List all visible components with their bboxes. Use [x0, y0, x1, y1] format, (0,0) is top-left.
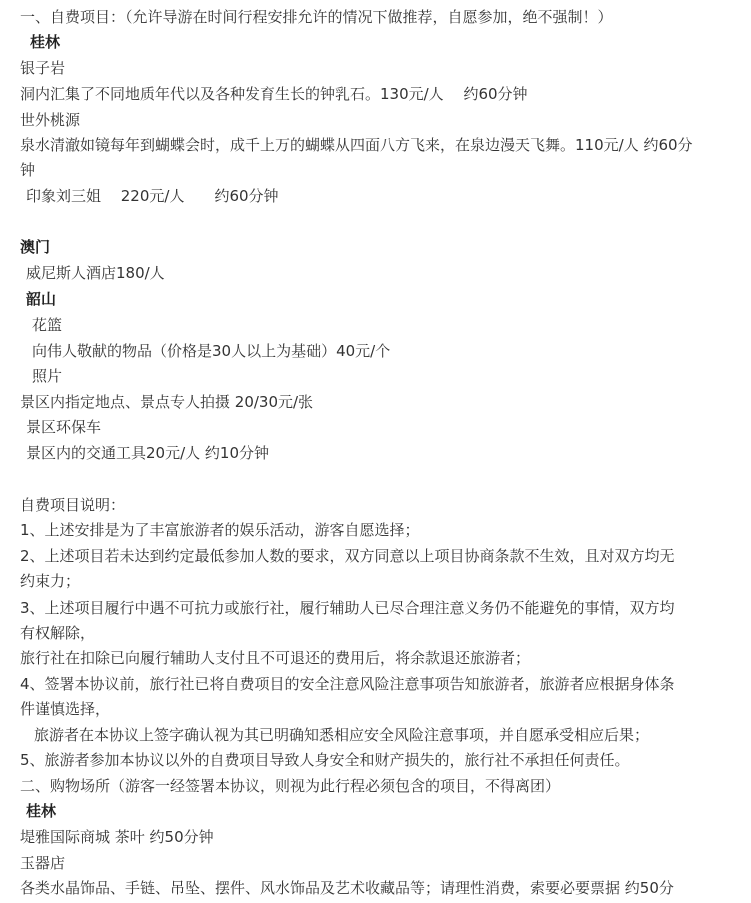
- guilin-heading: 桂林: [30, 33, 61, 51]
- note-4-line3: 旅游者在本协议上签字确认视为其已明确知悉相应安全风险注意事项，并自愿承受相应后果；: [34, 726, 650, 744]
- jade-desc: 各类水晶饰品、手链、吊坠、摆件、风水饰品及艺术收藏品等；请理性消费，索要必要票据 约50分: [20, 879, 674, 897]
- shiwai-name: 世外桃源: [20, 111, 81, 129]
- bus-name: 景区环保车: [26, 418, 102, 436]
- note-1: 1、上述安排是为了丰富旅游者的娱乐活动，游客自愿选择；: [20, 521, 420, 539]
- note-4-line1: 4、签署本协议前，旅行社已将自费项目的安全注意风险注意事项告知旅游者，旅游者应根据身体条: [20, 675, 675, 693]
- basket-desc: 向伟人敬献的物品（价格是30人以上为基础）40元/个: [32, 342, 391, 360]
- note-2-line2: 约束力；: [20, 572, 81, 590]
- photo-name: 照片: [32, 367, 63, 385]
- shiwai-desc-line1: 泉水清澈如镜每年到蝴蝶会时，成千上万的蝴蝶从四面八方飞来，在泉边漫天飞舞。110元/人 约60分: [20, 136, 693, 154]
- jade-name: 玉器店: [20, 854, 66, 872]
- note-3-line3: 旅行社在扣除已向履行辅助人支付且不可退还的费用后，将余款退还旅游者；: [20, 649, 531, 667]
- basket-name: 花篮: [32, 316, 63, 334]
- note-5: 5、旅游者参加本协议以外的自费项目导致人身安全和财产损失的，旅行社不承担任何责任。: [20, 751, 630, 769]
- bus-desc: 景区内的交通工具20元/人 约10分钟: [26, 444, 269, 462]
- shaoshan-heading: 韶山: [26, 290, 57, 308]
- section2-guilin-heading: 桂林: [26, 802, 57, 820]
- venetian-item: 威尼斯人酒店180/人: [26, 264, 165, 282]
- section2-title: 二、购物场所（游客一经签署本协议，则视为此行程必须包含的项目，不得离团）: [20, 777, 561, 795]
- notes-title: 自费项目说明：: [20, 496, 126, 514]
- shiwai-desc-line2: 钟: [20, 161, 36, 179]
- note-3-line1: 3、上述项目履行中遇不可抗力或旅行社，履行辅助人已尽合理注意义务仍不能避免的事情，双方均: [20, 599, 675, 617]
- yinziyan-desc: 洞内汇集了不同地质年代以及各种发育生长的钟乳石。130元/人 约60分钟: [20, 85, 528, 103]
- section1-title: 一、自费项目：（允许导游在时间行程安排允许的情况下做推荐，自愿参加，绝不强制！）: [20, 8, 613, 26]
- note-3-line2: 有权解除，: [20, 624, 96, 642]
- yinziyan-name: 银子岩: [20, 59, 66, 77]
- note-2-line1: 2、上述项目若未达到约定最低参加人数的要求，双方同意以上项目协商条款不生效，且对双方均无: [20, 547, 675, 565]
- liusanjie-item: 印象刘三姐 220元/人 约60分钟: [26, 187, 279, 205]
- photo-desc: 景区内指定地点、景点专人拍摄 20/30元/张: [20, 393, 314, 411]
- macau-heading: 澳门: [20, 238, 51, 256]
- mall-item: 堤雅国际商城 茶叶 约50分钟: [20, 828, 214, 846]
- note-4-line2: 件谨慎选择，: [20, 700, 111, 718]
